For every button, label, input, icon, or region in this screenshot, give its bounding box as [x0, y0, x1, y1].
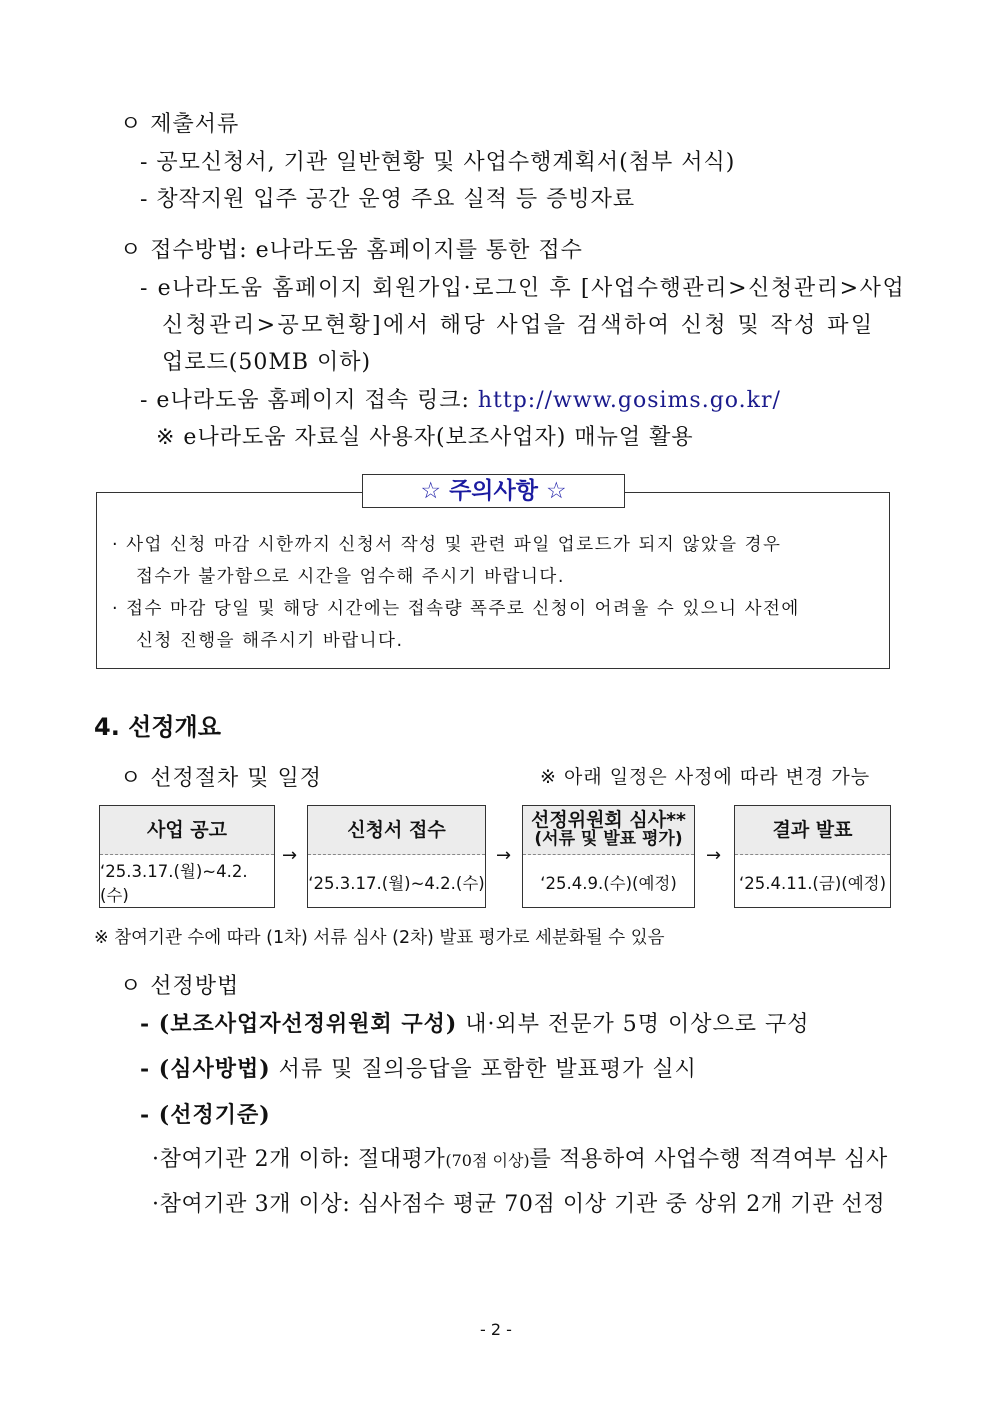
step-review [522, 805, 695, 908]
step-announcement [99, 805, 275, 908]
method-label: - (보조사업자선정위원회 구성) [140, 1011, 458, 1037]
method-text: 내·외부 전문가 5명 이상으로 구성 [457, 1012, 810, 1037]
step-application [307, 805, 486, 908]
submission-method-line-2: 신청관리>공모현황]에서 해당 사업을 검색하여 신청 및 작성 파일 [162, 313, 875, 338]
notice-item-2-cont: 신청 진행을 해주시기 바랍니다. [136, 631, 404, 651]
selection-method-title: ㅇ 선정방법 [120, 974, 240, 999]
notice-title [362, 474, 625, 508]
step-date: ‘25.4.9.(수)(예정) [540, 873, 677, 893]
step-title: 결과 발표 [735, 806, 890, 855]
step-title [523, 806, 694, 855]
selection-method-item-3 [140, 1098, 271, 1129]
gosims-link[interactable]: http://www.gosims.go.kr/ [477, 388, 781, 413]
arrow-icon: → [282, 845, 298, 866]
step-title-sub: (서류 및 발표 평가) [534, 829, 683, 849]
submission-doc-item-1: - 공모신청서, 기관 일반현황 및 사업수행계획서(첨부 서식) [140, 150, 736, 175]
notice-title-text: 주의사항 [449, 478, 538, 504]
page-number: - 2 - [480, 1320, 512, 1339]
section-heading: 4. 선정개요 [94, 713, 221, 741]
schedule-footnote: ※ 참여기관 수에 따라 (1차) 서류 심사 (2차) 발표 평가로 세분화될 수 있음 [94, 928, 665, 948]
method-label: - (선정기준) [140, 1102, 271, 1128]
notice-item-1-cont: 접수가 불가함으로 시간을 엄수해 주시기 바랍니다. [136, 567, 565, 587]
method-label: - (심사방법) [140, 1056, 271, 1082]
criteria-text: ·참여기관 2개 이하: 절대평가 [152, 1147, 446, 1172]
step-date: ‘25.3.17.(월)~4.2.(수) [100, 861, 248, 905]
notice-item-2: · 접수 마감 당일 및 해당 시간에는 접속량 폭주로 신청이 어려울 수 있으니 사전에 [112, 599, 800, 619]
criteria-text: ·참여기관 3개 이상: 심사점수 평균 70점 이상 기관 중 상위 2개 기관 선정 [152, 1192, 886, 1217]
schedule-note: ※ 아래 일정은 사정에 따라 변경 가능 [540, 766, 871, 788]
submission-method-line-1: - e나라도움 홈페이지 회원가입·로그인 후 [사업수행관리>신청관리>사업 [140, 276, 906, 301]
criteria-small: (70점 이상) [445, 1151, 530, 1170]
criteria-text: 를 적용하여 사업수행 적격여부 심사 [529, 1147, 888, 1172]
arrow-icon: → [706, 845, 722, 866]
method-text: 서류 및 질의응답을 포함한 발표평가 실시 [270, 1057, 697, 1082]
selection-method-item-2 [140, 1052, 697, 1083]
criteria-item-1 [152, 1142, 888, 1173]
procedure-title: ㅇ 선정절차 및 일정 [120, 766, 322, 791]
submission-docs-title: ㅇ 제출서류 [120, 112, 240, 137]
arrow-icon: → [496, 845, 512, 866]
submission-method-title: ㅇ 접수방법: e나라도움 홈페이지를 통한 접수 [120, 238, 583, 263]
star-icon: ☆ [420, 478, 442, 504]
notice-item-1: · 사업 신청 마감 시한까지 신청서 작성 및 관련 파일 업로드가 되지 않았을 경우 [112, 535, 782, 555]
manual-note: ※ e나라도움 자료실 사용자(보조사업자) 매뉴얼 활용 [156, 425, 694, 450]
step-results [734, 805, 891, 908]
step-date: ‘25.4.11.(금)(예정) [738, 873, 887, 893]
submission-link-label: - e나라도움 홈페이지 접속 링크: [140, 388, 478, 413]
step-date: ‘25.3.17.(월)~4.2.(수) [308, 873, 485, 893]
submission-link-line [140, 383, 781, 414]
step-title-main: 선정위원회 심사** [531, 809, 686, 831]
step-title: 사업 공고 [100, 806, 274, 855]
submission-doc-item-2: - 창작지원 입주 공간 운영 주요 실적 등 증빙자료 [140, 187, 636, 212]
star-icon: ☆ [545, 478, 567, 504]
criteria-item-2 [152, 1187, 885, 1218]
step-title: 신청서 접수 [308, 806, 485, 855]
selection-method-item-1 [140, 1007, 810, 1038]
submission-method-line-3: 업로드(50MB 이하) [162, 350, 372, 375]
